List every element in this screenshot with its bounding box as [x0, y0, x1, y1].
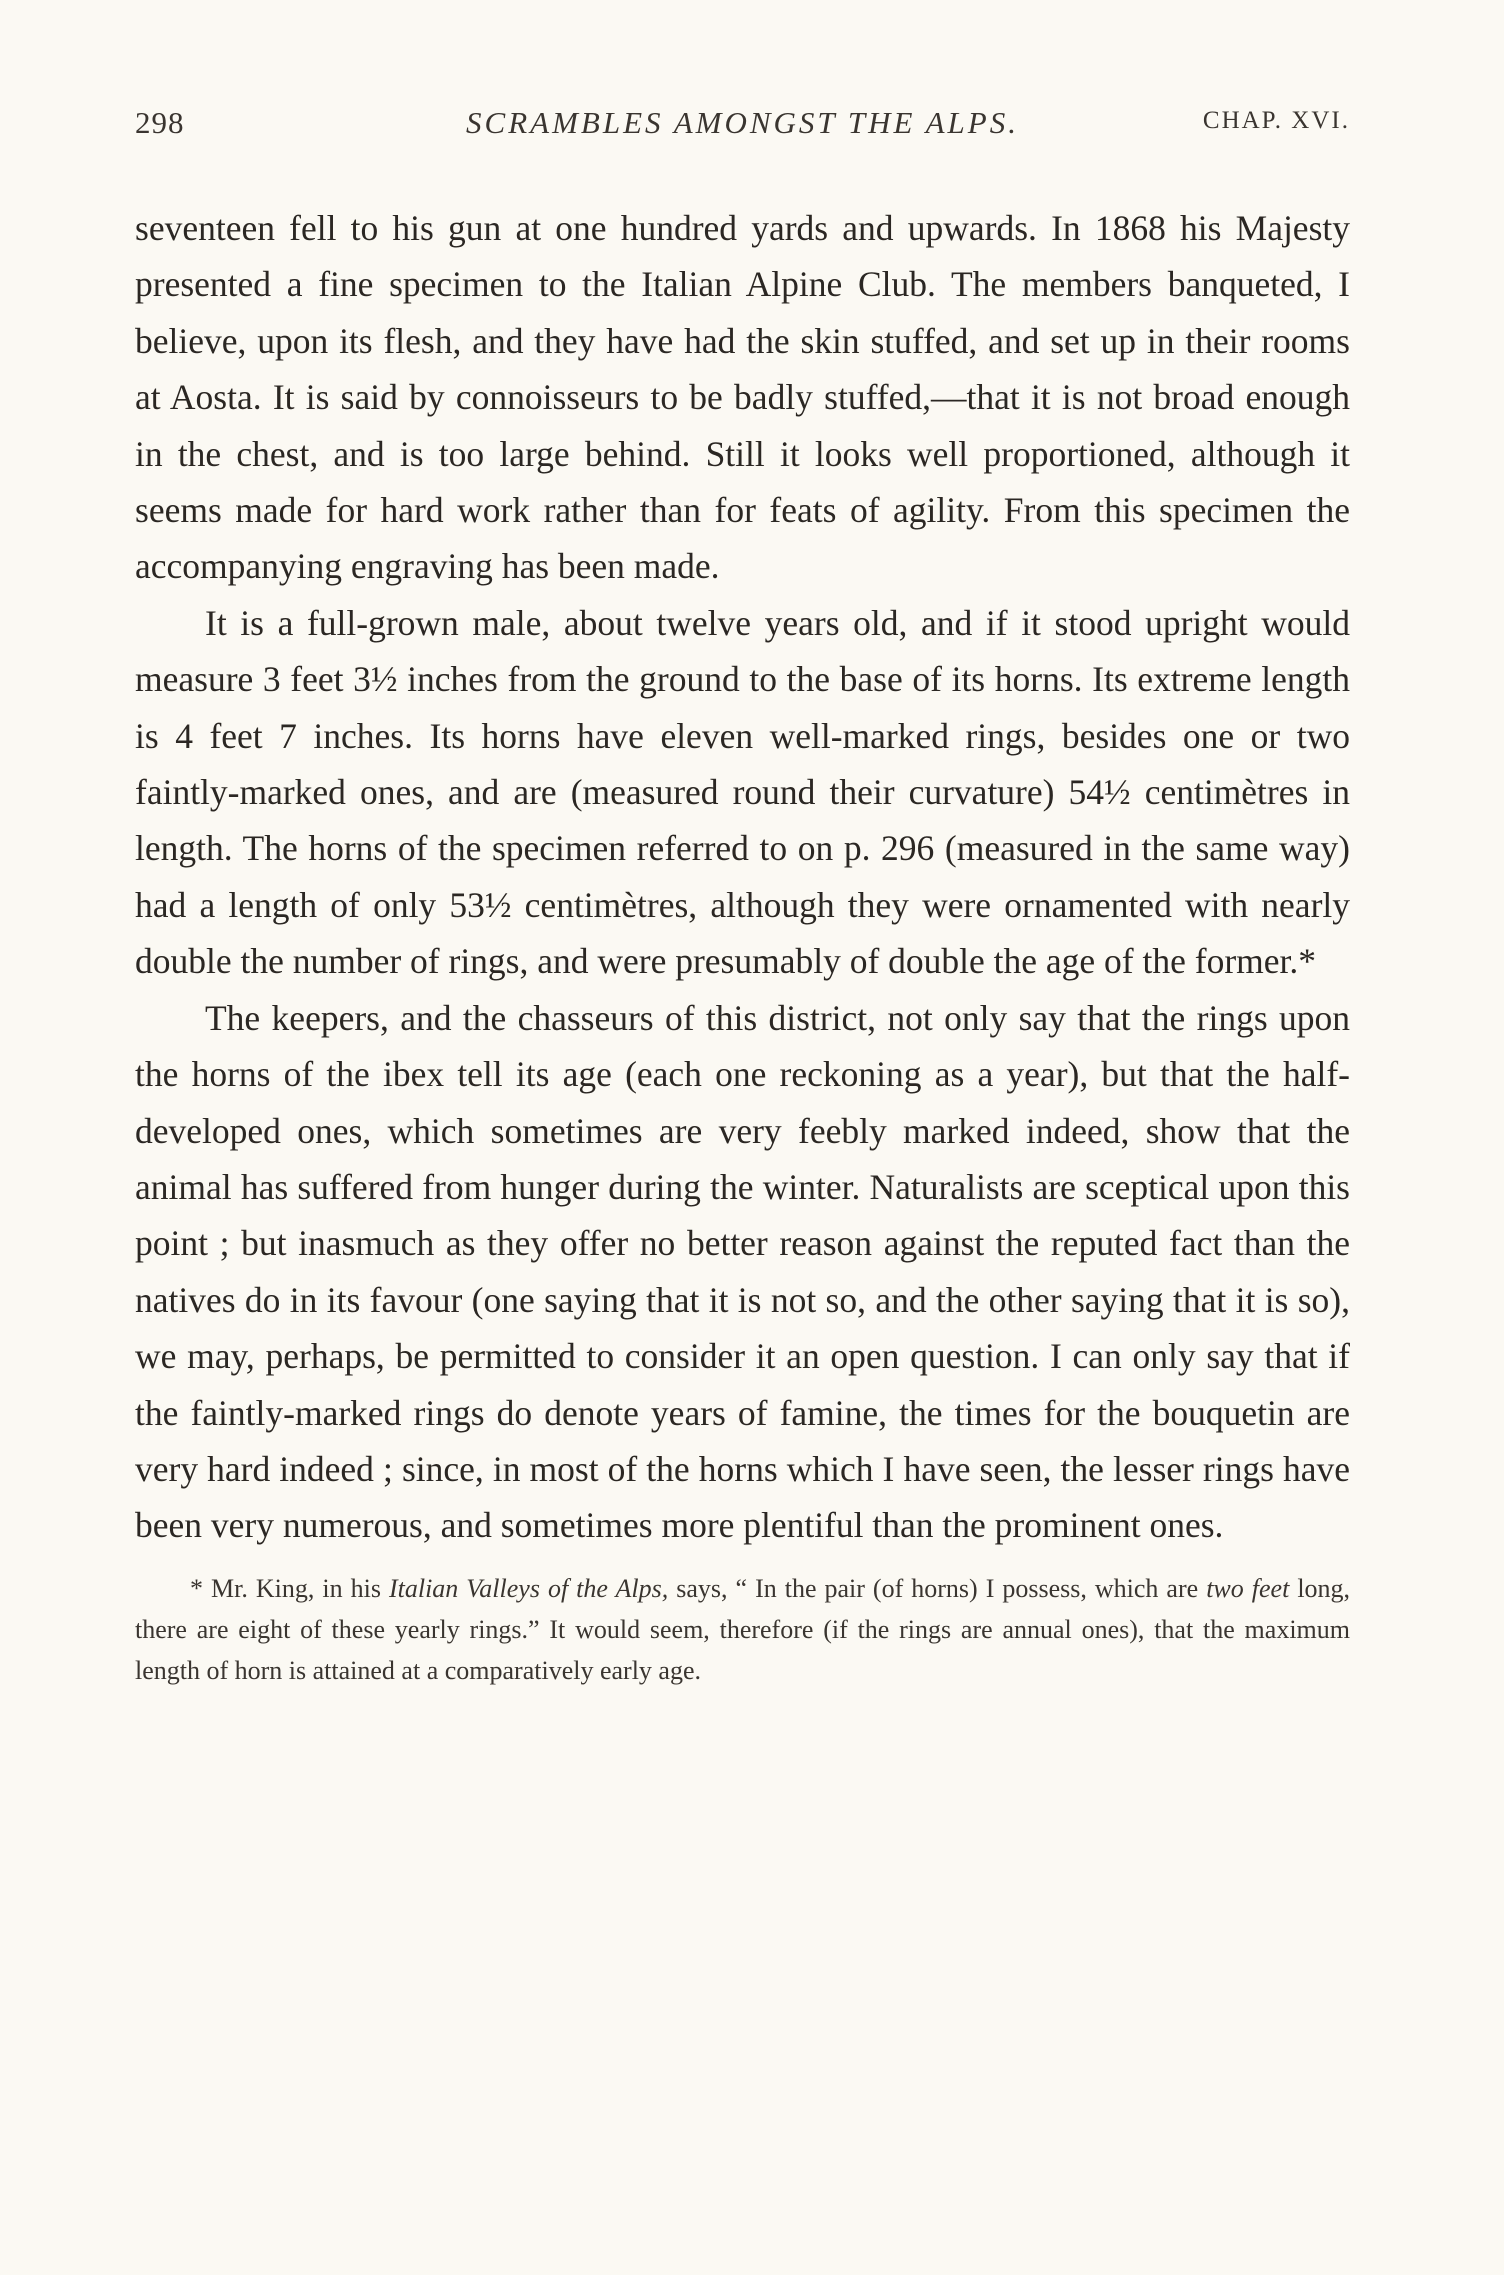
paragraph: The keepers, and the chasseurs of this district, not only say that the rings upon the horns of the ibex tell its age (each one reckoning as a year), but that the half-developed ones, which sometimes are very feebly marked indeed, show that the animal has suffered from hunger during the winter. Naturalists are sceptical upon this point ; but inasmuch as they offer no better reason against the reputed fact than the natives do in its favour (one saying that it is not so, and the other saying that it is so), we may, perhaps, be permitted to consider it an open question. I can only say that if the faintly-marked rings do denote years of famine, the times for the bouquetin are very hard indeed ; since, in most of the horns which I have seen, the lesser rings have been very numerous, and sometimes more plentiful than the prominent ones.: [135, 997, 1350, 1546]
footnote-text-a: says, “ In the pair (of horns) I possess, which are: [676, 1573, 1199, 1603]
paragraph: It is a full-grown male, about twelve years old, and if it stood upright would measure 3 feet 3½ inches from the ground to the base of its horns. Its extreme length is 4 feet 7 inches. Its horns have eleven well-marked rings, besides one or two faintly-marked ones, and are (measured round their curvature) 54½ centimètres in length. The horns of the specimen referred to on p. 296 (measured in the same way) had a length of only 53½ centimètres, although they were ornamented with nearly double the number of rings, and were presumably of double the age of the former.*: [135, 602, 1350, 982]
chapter-label: CHAP. XVI.: [1202, 107, 1350, 134]
running-title: SCRAMBLES AMONGST THE ALPS.: [466, 105, 1019, 140]
book-page: [135, 105, 1350, 1691]
footnote-author: Mr. King, in his: [211, 1573, 381, 1603]
footnote-book-title: Italian Valleys of the Alps,: [388, 1573, 669, 1603]
footnote-emphasis: two feet: [1206, 1573, 1290, 1603]
body-text: [135, 200, 1350, 1554]
running-head: [135, 105, 1350, 155]
page-number: 298: [135, 105, 185, 140]
footnote: [135, 1568, 1350, 1691]
paragraph: seventeen fell to his gun at one hundred yards and upwards. In 1868 his Majesty presented a fine specimen to the Italian Alpine Club. The members banqueted, I believe, upon its flesh, and they have had the skin stuffed, and set up in their rooms at Aosta. It is said by connoisseurs to be badly stuffed,—that it is not broad enough in the chest, and is too large behind. Still it looks well proportioned, although it seems made for hard work rather than for feats of agility. From this specimen the accompanying engraving has been made.: [135, 208, 1350, 587]
footnote-text: [135, 1568, 1350, 1691]
footnote-marker: *: [190, 1573, 203, 1603]
footnote-text-b: long, there are eight of these yearly rings.” It would seem, therefore (if the rings are annual ones), that the maximum length of horn is attained at a comparatively early age.: [135, 1573, 1351, 1685]
